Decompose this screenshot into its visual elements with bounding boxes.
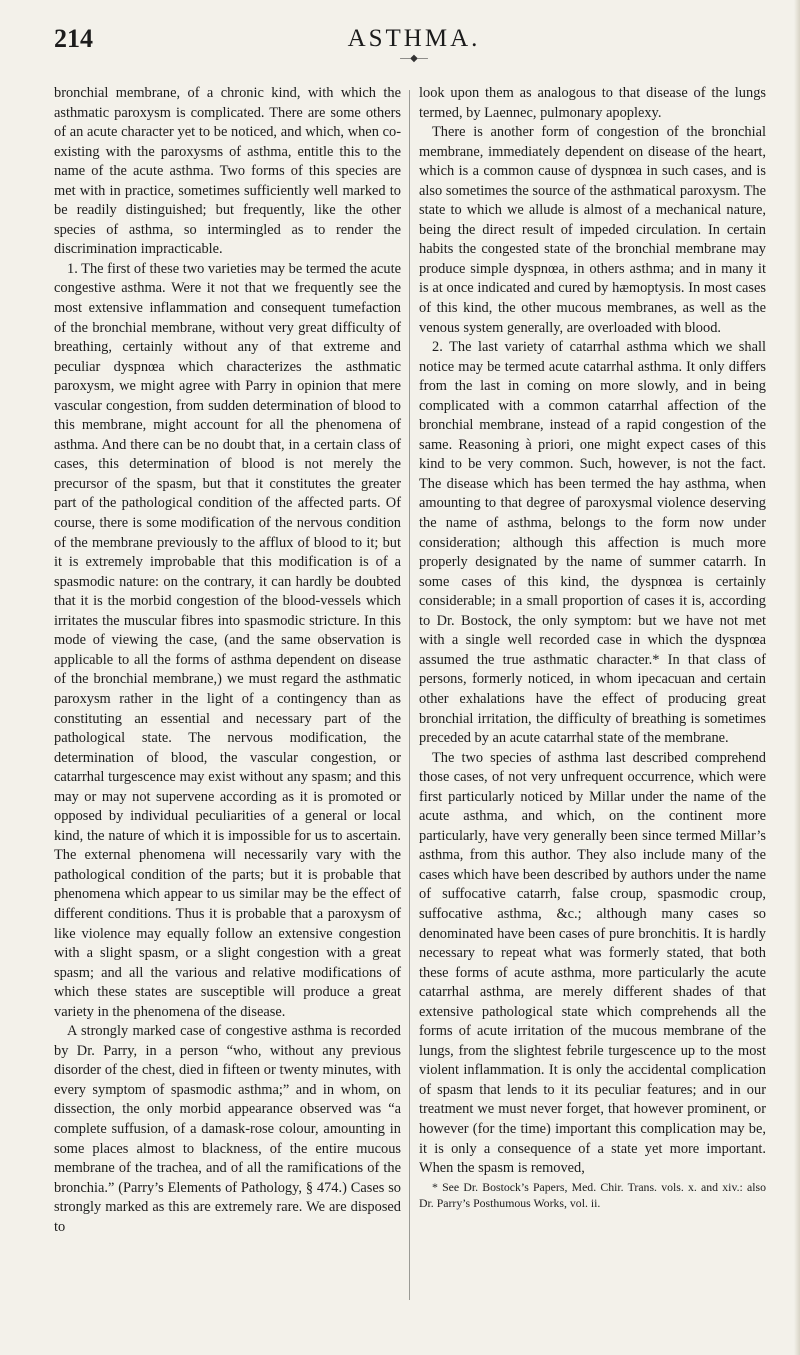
- paragraph: bronchial membrane, of a chronic kind, with which the asthmatic paroxysm is complicated. There are some others of an acute character yet to be noticed, and which, when co-existing with the paroxysms of asthma, entitle this to the name of the acute asthma. Two forms of this species are met with in practice, sometimes sufficiently well marked to be readily distinguished; but frequently, like the other species of asthma, so intermingled as to render the discrimination impracticable.: [54, 85, 401, 258]
- right-column: [419, 84, 766, 1237]
- paragraph: look upon them as analogous to that disease of the lungs termed, by Laennec, pulmonary apoplexy.: [419, 85, 766, 121]
- paragraph: A strongly marked case of congestive asthma is recorded by Dr. Parry, in a person “who, without any previous disorder of the chest, died in fifteen or twenty minutes, with every symptom of spasmodic asthma;” and in whom, on dissection, the only morbid appearance observed was “a complete suffusion, of a damask-rose colour, amounting in some places almost to blackness, of the entire mucous membrane of the trachea, and of all the ramifications of the bronchia.” (Parry’s Elements of Pathology, § 474.) Cases so strongly marked as this are extremely rare. We are disposed to: [54, 1023, 401, 1235]
- paragraph: 2. The last variety of catarrhal asthma which we shall notice may be termed acute catarrhal asthma. It only differs from the last in coming on more slowly, and in being complicated with a common catarrhal affection of the bronchial membrane, instead of a rapid congestion of the same. Reasoning à priori, one might expect cases of this kind to be very common. Such, however, is not the fact. The disease which has been termed the hay asthma, when amounting to that degree of paroxysmal violence deserving the name of asthma, belongs to the form now under consideration; although this affection is much more properly designated by the name of summer catarrh. In some cases of this kind, the dyspnœa is certainly considerable; in a small proportion of cases it is, according to Dr. Bostock, the only symptom: but we have not met with a single well recorded case in which the dyspnœa assumed the true asthmatic character.* In that class of persons, formerly noticed, in whom ipecacuan and certain other exhalations have the effect of producing great bronchial irritation, the difficulty of breathing is sometimes preceded by an acute catarrhal state of the membrane.: [419, 339, 766, 747]
- footnote: * See Dr. Bostock’s Papers, Med. Chir. Trans. vols. x. and xiv.: also Dr. Parry’s Posthumous Works, vol. ii.: [419, 1179, 766, 1210]
- paragraph: The two species of asthma last described comprehend those cases, of not very unfrequent occurrence, which were first particularly noticed by Millar under the name of the acute asthma, and which, on the continent more particularly, have very generally been since termed Millar’s asthma, from this author. They also include many of the cases which have been described by authors under the name of suffocative catarrh, false croup, spasmodic croup, suffocative asthma, &c.; although many cases so denominated have been cases of pure bronchitis. It is hardly necessary to repeat what was formerly stated, that both these forms of acute asthma, more particularly the acute catarrhal asthma, are merely different shades of that extensive pathological state which comprehends all the forms of acute irritation of the mucous membrane of the lungs, from the slightest febrile turgescence up to the most violent inflammation. It is only the accidental complication of spasm that lends to it its peculiar features; and in our treatment we must never forget, that however prominent, or however (for the time) important this complication may be, it is only a consequence of a state yet more important. When the spasm is removed,: [419, 749, 766, 1177]
- page-edge-shadow: [794, 0, 800, 1355]
- paragraph: There is another form of congestion of the bronchial membrane, immediately dependent on disease of the heart, which is a common cause of dyspnœa in such cases, and is also sometimes the source of the asthmatical paroxysm. The state to which we allude is almost of a mechanical nature, being the direct result of impeded circulation. In certain habits the congested state of the bronchial membrane may produce simple dyspnœa, in others asthma; and in many it is at once indicated and cured by hæmoptysis. In most cases of this kind, the other mucous membranes, as well as the venous system generally, are overloaded with blood.: [419, 124, 766, 336]
- paragraph: 1. The first of these two varieties may be termed the acute congestive asthma. Were it not that we frequently see the most extensive inflammation and consequent tumefaction of the bronchial membrane, without very great difficulty of breathing, certainly without any of that extreme and peculiar dyspnœa which characterizes the asthmatic paroxysm, we might agree with Parry in opinion that mere vascular congestion, from sudden determination of blood to this membrane, might account for all the phenomena of asthma. And there can be no doubt that, in a certain class of cases, this determination of blood is not merely the precursor of the spasm, but that it constitutes the greater part of the pathological condition of the affected parts. Of course, there is some modification of the nervous condition of the membrane previously to the afflux of blood to it; but it is extremely improbable that this modification is of a spasmodic nature: on the contrary, it can hardly be doubted that it is the morbid congestion of the blood-vessels which irritates the muscular fibres into spasmodic stricture. In this mode of viewing the case, (and the same observation is applicable to all the forms of asthma dependent on disease of the bronchial membrane,) we must regard the asthmatic paroxysm rather in the light of a contingency than as constituting an essential and necessary part of the pathological state. The nervous modification, the determination of blood, the vascular congestion, or catarrhal turgescence may exist without any spasm; and this may or may not supervene according as it is promoted or opposed by individual peculiarities of a general or local kind, the nature of which it is impossible for us to ascertain. The external phenomena will necessarily vary with the pathological condition of the parts; but it is probable that phenomena which appear to us similar may be the effect of different conditions. Thus it is probable that a paroxysm of like violence may equally follow an extensive congestion with a slight spasm, or a slight congestion with a great spasm; and all the various and relative modifications of which these states are susceptible will produce a great variety in the phenomena of the disease.: [54, 260, 401, 1020]
- left-column: [54, 84, 401, 1237]
- text-columns: [54, 84, 766, 1237]
- page-number: 214: [54, 24, 93, 53]
- running-head-title: ASTHMA.: [347, 25, 481, 52]
- page-header: [54, 22, 774, 62]
- header-ornament: —◆—: [400, 53, 428, 64]
